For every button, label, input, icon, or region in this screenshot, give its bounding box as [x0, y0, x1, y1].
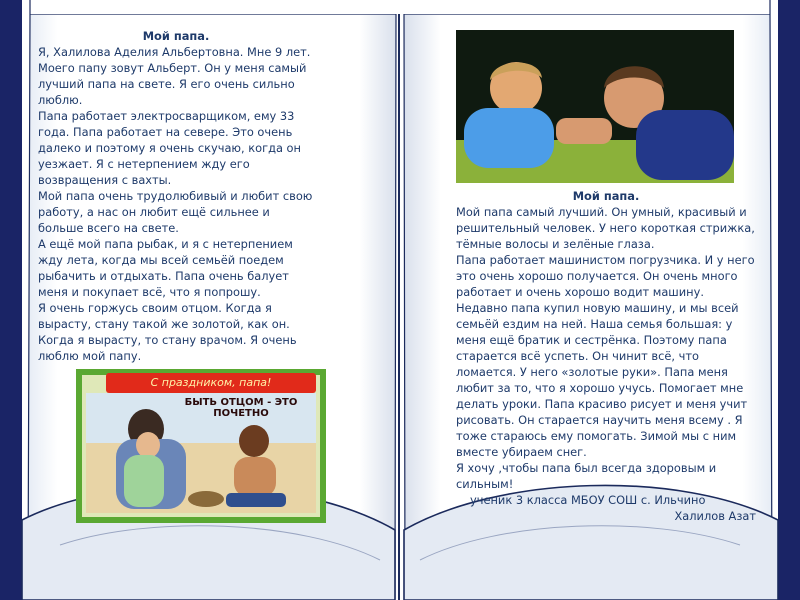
right-paragraph-2: Папа работает машинистом погрузчика. И у него это очень хорошо получается. Он очень много работает и очень хорошо водит машину. Недавно папа купил новую машину, и мы всей семьёй ездим на ней. Наша семья большая: у меня ещё братик и сестрёнка. Поэтому папа старается всё успеть. Он чинит всё, что ломается. У него «золотые руки». Папа меня любит за то, что я хорошо учусь. Помогает мне делать уроки. Папа красиво рисует и меня учит рисовать. Он старается научить меня всему . Я тоже стараюсь ему помогать. Зимой мы с ним вместе убираем снег. [456, 253, 755, 459]
card-banner: С праздником, папа! [106, 373, 316, 393]
right-page-title: Мой папа. [572, 189, 640, 203]
left-paragraph-2: Папа работает электросварщиком, ему 33 года. Папа работает на севере. Это очень далеко и поэтому я очень скучаю, когда он уезжает. Я с нетерпением жду его возвращения с вахты. [38, 109, 301, 187]
father-son-photo [456, 30, 734, 183]
card-caption: БЫТЬ ОТЦОМ - ЭТО ПОЧЕТНО [184, 397, 298, 419]
left-page [38, 28, 314, 364]
left-paragraph-5: Я очень горжусь своим отцом. Когда я вырасту, стану такой же золотой, как он. Когда я вырасту, то стану врачом. Я очень люблю мой папу. [38, 301, 297, 363]
signature-class: ученик 3 класса МБОУ СОШ с. Ильчино [470, 493, 706, 507]
signature-name: Халилов Азат [674, 509, 756, 523]
right-paragraph-1: Мой папа самый лучший. Он умный, красивый и решительный человек. У него короткая стрижка, тёмные волосы и зелёные глаза. [456, 205, 755, 251]
left-paragraph-3: Мой папа очень трудолюбивый и любит свою работу, а нас он любит ещё сильнее и больше всего на свете. [38, 189, 313, 235]
left-paragraph-1: Я, Халилова Аделия Альбертовна. Мне 9 лет. Моего папу зовут Альберт. Он у меня самый лучший папа на свете. Я его очень сильно люблю. [38, 45, 311, 107]
right-page [456, 188, 756, 524]
greeting-card-image [76, 369, 326, 523]
father-son-illustration [456, 30, 734, 183]
right-paragraph-3: Я хочу ,чтобы папа был всегда здоровым и сильным! [456, 461, 717, 491]
left-page-title: Мой папа. [142, 29, 210, 43]
left-paragraph-4: А ещё мой папа рыбак, и я с нетерпением жду лета, когда мы всей семьёй поедем рыбачить и отдыхать. Папа очень балует меня и покупает всё, что я попрошу. [38, 237, 293, 299]
